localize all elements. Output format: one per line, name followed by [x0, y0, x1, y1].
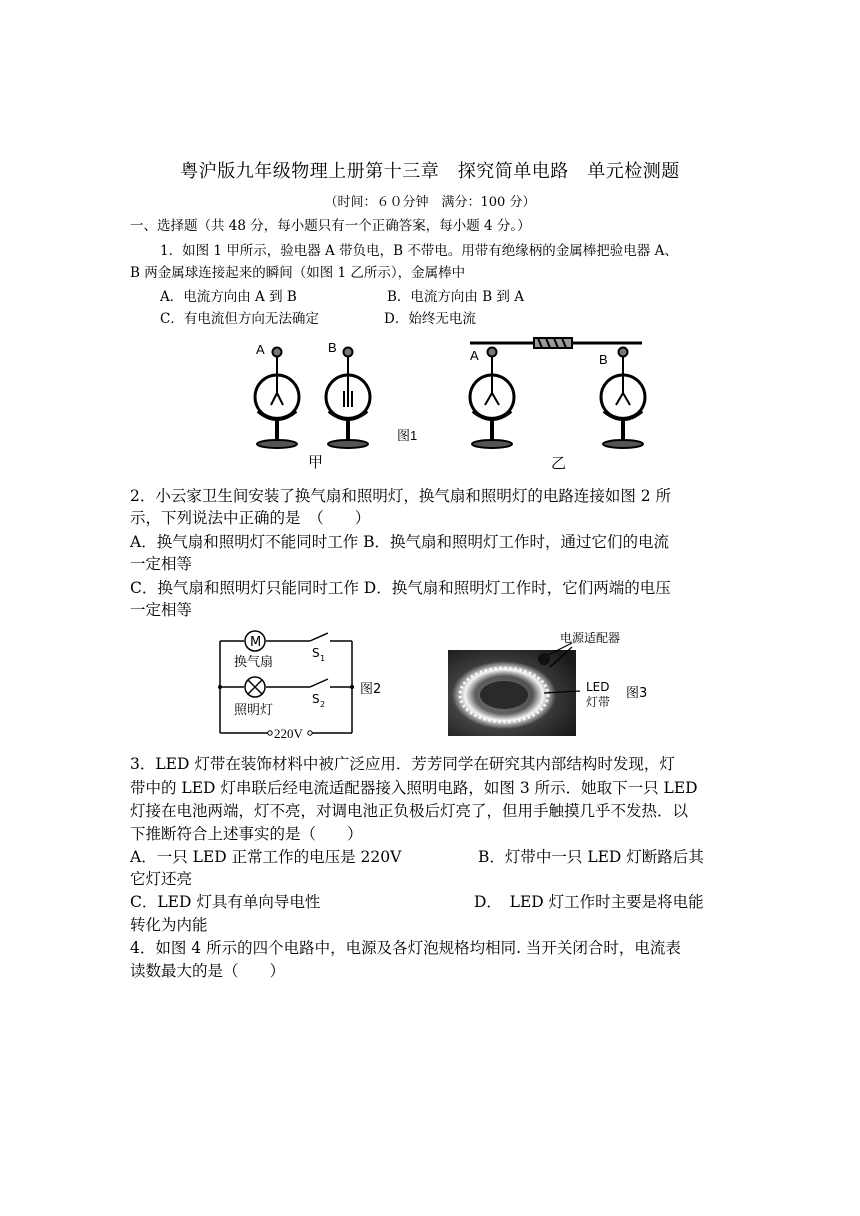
q3-option-b-cont: 它灯还亮	[130, 870, 193, 888]
q3-option-b: B．灯带中一只 LED 灯断路后其	[478, 848, 704, 866]
q2-line4: 一定相等	[130, 555, 193, 573]
fig1-label-a-right: A	[470, 348, 479, 363]
q3-option-a: A．一只 LED 正常工作的电压是 220V	[130, 848, 402, 866]
electroscope-a-left	[255, 348, 299, 449]
q3-option-d-cont: 转化为内能	[130, 916, 208, 934]
q3-line2: 带中的 LED 灯串联后经电流适配器接入照明电路，如图 3 所示．她取下一只 LED	[130, 779, 698, 797]
page-title: 粤沪版九年级物理上册第十三章 探究简单电路 单元检测题	[180, 161, 680, 182]
q1-line2: B 两金属球连接起来的瞬间（如图 1 乙所示），金属棒中	[130, 265, 466, 281]
q4-line2: 读数最大的是（ ）	[130, 962, 286, 980]
q2-line5: C．换气扇和照明灯只能同时工作 D．换气扇和照明灯工作时，它们两端的电压	[130, 579, 671, 597]
q1-line1: 1．如图 1 甲所示，验电器 A 带负电，B 不带电。用带有绝缘柄的金属棒把验电器 A、	[160, 243, 678, 259]
lamp-label: 照明灯	[234, 703, 274, 718]
voltage-label: 220V	[274, 726, 303, 741]
figure-3-led-strip-photo	[446, 625, 662, 740]
fig1-caption: 图1	[397, 428, 418, 443]
s1-label: S	[312, 646, 320, 660]
s2-label: S	[312, 692, 320, 706]
fig1-label-jia: 甲	[308, 454, 324, 471]
q1-option-a: A．电流方向由 A 到 B	[160, 289, 297, 305]
q3-line1: 3．LED 灯带在装饰材料中被广泛应用．芳芳同学在研究其内部结构时发现，灯	[130, 755, 675, 773]
q2-line6: 一定相等	[130, 601, 193, 619]
switch-s1	[310, 633, 328, 641]
fig1-label-a-left: A	[256, 342, 265, 357]
section-heading: 一、选择题（共 48 分，每小题只有一个正确答案，每小题 4 分。）	[130, 218, 531, 234]
q3-line4: 下推断符合上述事实的是（ ）	[130, 825, 363, 843]
fan-label: 换气扇	[234, 655, 274, 670]
q1-option-c: C．有电流但方向无法确定	[160, 311, 319, 327]
q2-line1: 2．小云家卫生间安装了换气扇和照明灯，换气扇和照明灯的电路连接如图 2 所	[130, 487, 672, 505]
fig1-label-yi: 乙	[551, 455, 567, 472]
q2-line3: A．换气扇和照明灯不能同时工作 B．换气扇和照明灯工作时，通过它们的电流	[130, 533, 670, 551]
q3-option-c: C．LED 灯具有单向导电性	[130, 893, 321, 911]
led-label: LED	[586, 680, 610, 694]
q3-option-d: D． LED 灯工作时主要是将电能	[474, 893, 704, 911]
fig2-caption: 图2	[360, 682, 382, 697]
q1-option-d: D．始终无电流	[384, 311, 476, 327]
figure-2-circuit	[212, 625, 392, 743]
strip-label: 灯带	[586, 695, 611, 709]
fig1-label-b-right: B	[599, 352, 608, 367]
motor-label: M	[250, 635, 262, 650]
connecting-metal-rod	[470, 338, 642, 348]
fig1-label-b-left: B	[328, 340, 337, 355]
q3-line3: 灯接在电池两端，灯不亮，对调电池正负极后灯亮了，但用手触摸几乎不发热．以	[130, 802, 689, 820]
electroscope-b-left	[326, 348, 370, 449]
s2-subscript: 2	[320, 700, 326, 709]
q4-line1: 4．如图 4 所示的四个电路中，电源及各灯泡规格均相同. 当开关闭合时，电流表	[130, 939, 681, 957]
q1-option-b: B．电流方向由 B 到 A	[387, 289, 524, 305]
figure-1-electroscopes	[240, 335, 660, 475]
s1-subscript: 1	[320, 654, 326, 663]
exam-info: （时间：６０分钟 满分：100 分）	[324, 195, 536, 210]
switch-s2	[310, 679, 328, 687]
q2-line2: 示，下列说法中正确的是 （ ）	[130, 509, 371, 527]
fig3-caption: 图3	[626, 686, 648, 701]
adapter-label: 电源适配器	[560, 631, 621, 645]
